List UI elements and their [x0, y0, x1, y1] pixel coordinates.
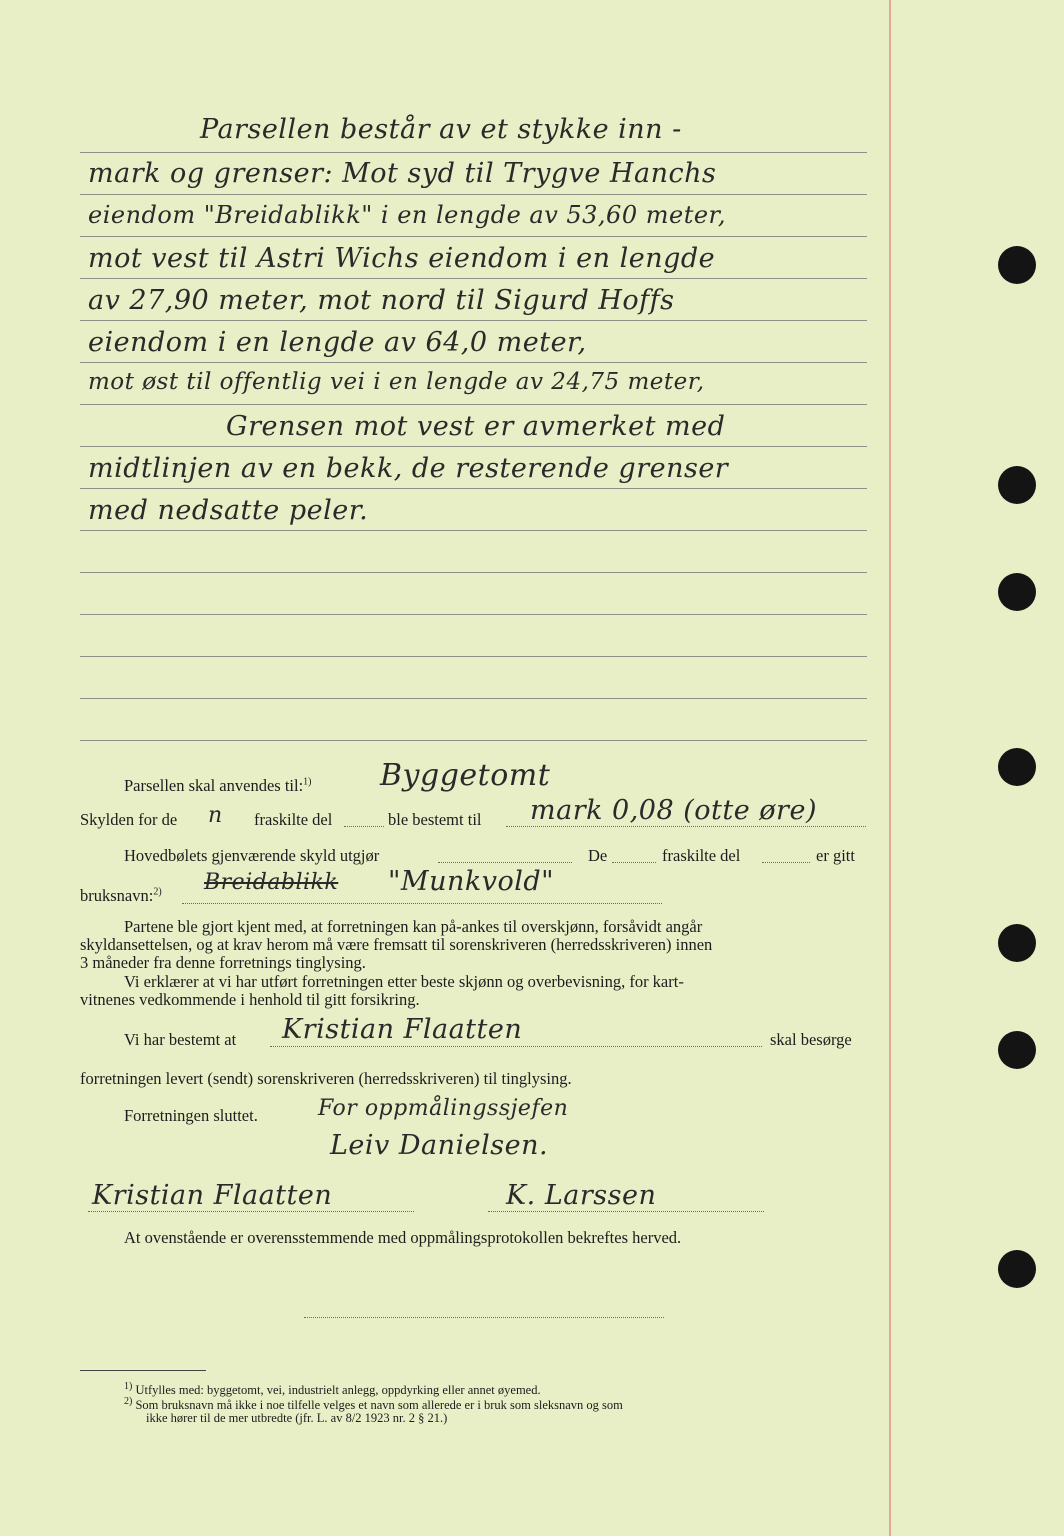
- punch-hole: [998, 1031, 1036, 1069]
- witness-signature-1: Kristian Flaatten: [92, 1180, 333, 1211]
- besorge-label: skal besørge: [770, 1030, 852, 1049]
- para2-line2: vitnenes vedkommende i henhold til gitt forsikring.: [80, 990, 420, 1009]
- hoved-fraskilte: fraskilte del: [662, 846, 741, 865]
- punch-hole: [998, 573, 1036, 611]
- dotted-fill: [612, 862, 656, 863]
- certify-text: At ovenstående er overensstemmende med oppmålingsprotokollen bekreftes herved.: [124, 1228, 682, 1247]
- hoved-gitt: er gitt: [816, 846, 855, 865]
- handwritten-line-5: av 27,90 meter, mot nord til Sigurd Hoffs: [88, 285, 675, 316]
- witness-signature-2: K. Larssen: [506, 1180, 657, 1211]
- signature-line: [88, 1211, 414, 1212]
- bruks-struck: Breidablikk: [204, 870, 339, 895]
- dotted-fill: [270, 1046, 762, 1047]
- usage-label: [124, 776, 312, 796]
- handwritten-line-4: mot vest til Astri Wichs eiendom i en lengde: [88, 243, 716, 274]
- bestemt-value: Kristian Flaatten: [282, 1014, 523, 1045]
- bruks-value: "Munkvold": [388, 866, 555, 897]
- footnote-mark: 1): [124, 1381, 133, 1392]
- handwritten-line-3: eiendom "Breidablikk" i en lengde av 53,60 meter,: [88, 201, 726, 229]
- handwritten-line-7: mot øst til offentlig vei i en lengde av 24,75 meter,: [88, 369, 705, 395]
- dotted-fill: [438, 862, 572, 863]
- ruled-line: [80, 656, 867, 657]
- ruled-line: [80, 488, 867, 489]
- footnote-1-text: Utfylles med: byggetomt, vei, industrielt anlegg, oppdyrking eller annet øyemed.: [135, 1383, 541, 1398]
- ruled-line: [80, 362, 867, 363]
- handwritten-line-2: mark og grenser: Mot syd til Trygve Hanchs: [88, 158, 717, 189]
- ruled-line: [80, 404, 867, 405]
- dotted-fill: [506, 826, 866, 827]
- ruled-line: [80, 698, 867, 699]
- footnote-2-cont: ikke hører til de mer utbredte (jfr. L. av 8/2 1923 nr. 2 § 21.): [146, 1411, 448, 1425]
- margin-line: [889, 0, 891, 1536]
- footnote-ref: 2): [153, 886, 162, 898]
- bestemt-label: Vi har bestemt at: [124, 1030, 237, 1049]
- para1-line3: 3 måneder fra denne forretnings tinglysing.: [80, 953, 366, 972]
- usage-value: Byggetomt: [380, 758, 551, 793]
- footnote-divider: [80, 1370, 206, 1371]
- ruled-line: [80, 740, 867, 741]
- sign-name: Leiv Danielsen.: [330, 1130, 549, 1161]
- footnote-ref: 1): [303, 776, 312, 788]
- signature-line: [304, 1317, 664, 1318]
- para2-line1: Vi erklærer at vi har utført forretningen etter beste skjønn og overbevisning, for kart-: [124, 972, 684, 991]
- bruks-label: [80, 886, 162, 906]
- handwritten-line-10: med nedsatte peler.: [88, 495, 369, 526]
- punch-hole: [998, 924, 1036, 962]
- footnote-mark: 2): [124, 1396, 133, 1407]
- ruled-line: [80, 152, 867, 153]
- para1-line2: skyldansettelsen, og at krav herom må være fremsatt til sorenskriveren (herredsskriveren) innen: [80, 935, 713, 954]
- skyld-label-c: ble bestemt til: [388, 810, 482, 829]
- skyld-label-b: fraskilte del: [254, 810, 333, 829]
- dotted-fill: [762, 862, 810, 863]
- ruled-line: [80, 614, 867, 615]
- punch-hole: [998, 748, 1036, 786]
- dotted-fill: [344, 826, 384, 827]
- skyld-value: mark 0,08 (otte øre): [530, 795, 817, 826]
- skyld-de-value: n: [208, 803, 223, 828]
- ruled-line: [80, 278, 867, 279]
- ruled-line: [80, 530, 867, 531]
- handwritten-line-8: Grensen mot vest er avmerket med: [226, 411, 726, 442]
- ruled-line: [80, 320, 867, 321]
- handwritten-line-1: Parsellen består av et stykke inn -: [200, 114, 682, 145]
- punch-hole: [998, 246, 1036, 284]
- skyld-label-a: Skylden for de: [80, 810, 178, 829]
- punch-hole: [998, 1250, 1036, 1288]
- handwritten-line-9: midtlinjen av en bekk, de resterende grenser: [88, 453, 729, 484]
- para1-line1: Partene ble gjort kjent med, at forretningen kan på-ankes til overskjønn, forsåvidt angår: [124, 917, 703, 936]
- signature-line: [488, 1211, 764, 1212]
- hoved-label: Hovedbølets gjenværende skyld utgjør: [124, 846, 380, 865]
- footnote-2-text: Som bruksnavn må ikke i noe tilfelle velges et navn som allerede er i bruk som sleksnavn og som: [135, 1398, 623, 1413]
- hoved-de: De: [588, 846, 608, 865]
- sign-title: For oppmålingssjefen: [318, 1096, 569, 1121]
- sluttet-text: Forretningen sluttet.: [124, 1106, 258, 1125]
- ruled-line: [80, 194, 867, 195]
- bruks-label-text: bruksnavn:: [80, 886, 154, 905]
- levert-text: forretningen levert (sendt) sorenskriveren (herredsskriveren) til tinglysing.: [80, 1069, 572, 1088]
- ruled-line: [80, 236, 867, 237]
- dotted-fill: [182, 903, 662, 904]
- ruled-line: [80, 572, 867, 573]
- ruled-line: [80, 446, 867, 447]
- punch-hole: [998, 466, 1036, 504]
- handwritten-line-6: eiendom i en lengde av 64,0 meter,: [88, 327, 587, 358]
- usage-label-text: Parsellen skal anvendes til:: [124, 776, 304, 795]
